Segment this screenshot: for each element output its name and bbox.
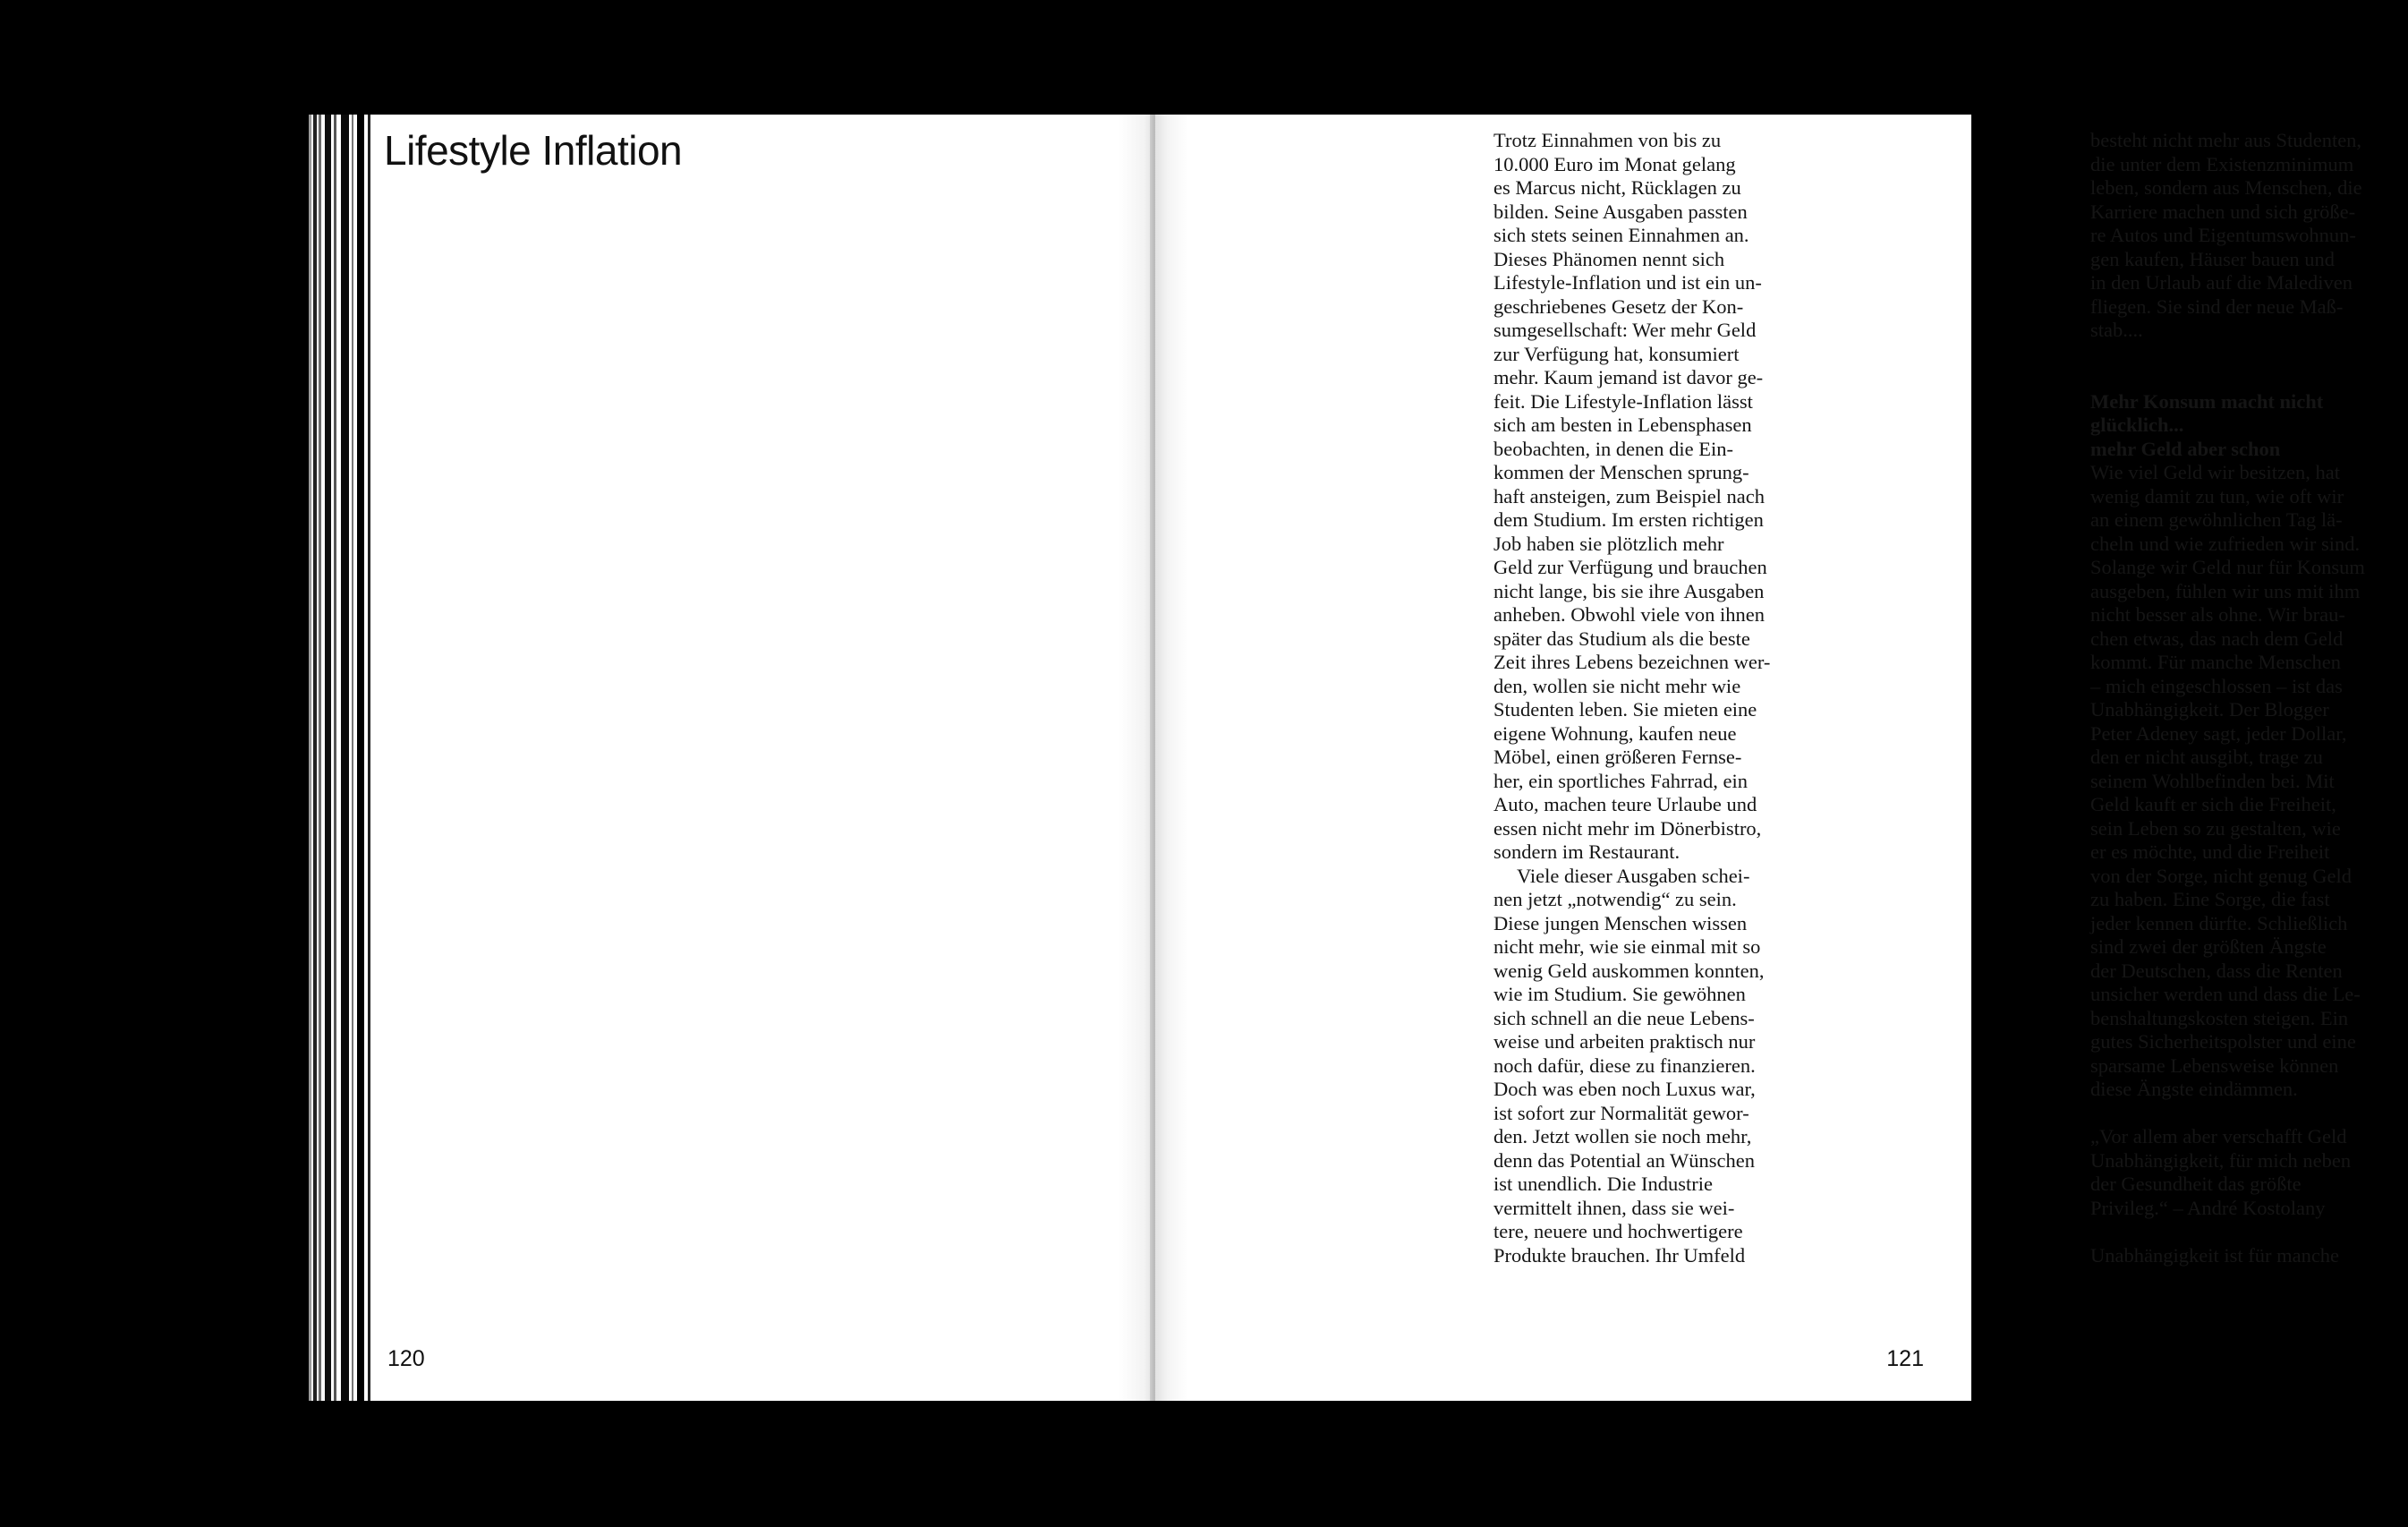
text-line: den er nicht ausgibt, trage zu [2090,746,2323,768]
text-line: nicht besser als ohne. Wir brau- [2090,603,2345,626]
subheading-line: glücklich... [2090,414,2184,436]
text-line: tere, neuere und hochwertigere [1493,1220,1743,1242]
text-line: Produkte brauchen. Ihr Umfeld [1493,1243,1746,1267]
text-line: Lifestyle-Inflation und ist ein un- [1493,271,1762,294]
text-line: vermittelt ihnen, dass sie wei- [1493,1196,1735,1219]
text-line: Geld zur Verfügung und brauchen [1493,556,1767,578]
text-line: Job haben sie plötzlich mehr [1493,532,1724,555]
text-line: feit. Die Lifestyle-Inflation lässt [1493,389,1753,413]
spacer [2090,1220,2408,1244]
text-line: sich stets seinen Einnahmen an. [1493,224,1749,246]
page-edge [325,115,331,1401]
text-line: nicht mehr, wie sie einmal mit so [1493,935,1761,958]
page-edge [313,115,317,1401]
quote [2090,1125,2408,1220]
text-line: nen jetzt „notwendig“ zu sein. [1493,888,1737,910]
text-line: Peter Adeney sagt, jeder Dollar, [2090,721,2347,745]
text-line: kommt. Für manche Menschen [2090,651,2341,673]
text-line: Karriere machen und sich größe- [2090,200,2356,223]
text-line: noch dafür, diese zu finanzieren. [1493,1054,1756,1077]
text-line: später das Studium als die beste [1493,627,1750,650]
text-line: Studenten leben. Sie mieten eine [1493,698,1757,721]
text-line: Unabhängigkeit, für mich neben [2090,1148,2352,1172]
text-line: der Gesundheit das größte [2090,1173,2302,1195]
paragraph [1493,865,1811,1268]
text-line: wenig damit zu tun, wie oft wir [2090,484,2344,508]
text-line: Doch was eben noch Luxus war, [1493,1078,1756,1100]
left-page [309,115,1153,1401]
text-line: „Vor allem aber verschafft Geld [2090,1125,2347,1147]
text-line: sich schnell an die neue Lebens- [1493,1006,1755,1029]
spacer [2090,1102,2408,1126]
text-line: gutes Sicherheitspolster und eine [2090,1030,2356,1053]
text-line: zu haben. Eine Sorge, die fast [2090,888,2330,910]
page-edge [309,115,311,1401]
text-line: geschriebenes Gesetz der Kon- [1493,294,1744,318]
paragraph [1493,129,1811,865]
subheading-line: mehr Geld aber schon [2090,437,2281,460]
text-line: Trotz Einnahmen von bis zu [1493,129,1722,151]
text-line: seinem Wohlbefinden bei. Mit [2090,769,2335,792]
page-edge [357,115,364,1401]
paragraph [2090,461,2408,1102]
text-line: Auto, machen teure Urlaube und [1493,793,1757,815]
text-line: Dieses Phänomen nennt sich [1493,247,1725,270]
text-line: an einem gewöhnlichen Tag lä- [2090,508,2343,531]
text-line: fliegen. Sie sind der neue Maß- [2090,294,2344,318]
text-line: anheben. Obwohl viele von ihnen [1493,603,1766,626]
text-line: re Autos und Eigentumswohnun- [2090,224,2356,246]
right-page [1155,115,2365,1401]
text-line: wie im Studium. Sie gewöhnen [1493,983,1746,1005]
text-line: jeder kennen dürfte. Schließlich [2090,911,2348,934]
text-line: von der Sorge, nicht genug Geld [2090,864,2353,887]
text-line: Geld kauft er sich die Freiheit, [2090,793,2336,815]
text-line: sich am besten in Lebensphasen [1493,414,1752,436]
page-edge [319,115,321,1401]
text-line: stab.... [2090,319,2143,341]
text-line: dem Studium. Im ersten richtigen [1493,508,1764,531]
text-line: 10.000 Euro im Monat gelang [1493,152,1736,175]
text-line: unsicher werden und dass die Le- [2090,983,2361,1005]
text-line: Unabhängigkeit. Der Blogger [2090,698,2329,721]
text-line: haft ansteigen, zum Beispiel nach [1493,484,1766,508]
book-spread [309,115,2365,1401]
text-line: ausgeben, fühlen wir uns mit ihm [2090,579,2361,602]
text-line: sind zwei der größten Ängste [2090,935,2327,958]
text-line: es Marcus nicht, Rücklagen zu [1493,176,1741,199]
text-line: wenig Geld auskommen konnten, [1493,959,1765,982]
text-line: eigene Wohnung, kaufen neue [1493,721,1737,745]
subheading-line: Mehr Konsum macht nicht [2090,389,2324,413]
text-line: Unabhängigkeit ist für manche [2090,1243,2340,1267]
text-line: Zeit ihres Lebens bezeichnen wer- [1493,651,1771,673]
text-column-1 [1493,129,1811,1267]
text-line: die unter dem Existenzminimum [2090,152,2354,175]
text-line: in den Urlaub auf die Malediven [2090,271,2353,294]
text-line: den, wollen sie nicht mehr wie [1493,674,1741,697]
text-line: sein Leben so zu gestalten, wie [2090,816,2341,840]
chapter-title: Lifestyle Inflation [384,127,683,174]
text-line: essen nicht mehr im Dönerbistro, [1493,816,1762,840]
text-line: Solange wir Geld nur für Konsum [2090,556,2365,578]
text-line: er es möchte, und die Freiheit [2090,840,2330,863]
text-line: Wie viel Geld wir besitzen, hat [2090,461,2340,483]
text-line: cheln und wie zufrieden wir sind. [2090,532,2361,555]
text-line: nicht lange, bis sie ihre Ausgaben [1493,579,1765,602]
text-line: denn das Potential an Wünschen [1493,1148,1756,1172]
text-column-2 [2090,129,2408,1267]
text-line: Diese jungen Menschen wissen [1493,911,1748,934]
text-line: gen kaufen, Häuser bauen und [2090,247,2336,270]
text-line: ist sofort zur Normalität gewor- [1493,1101,1749,1124]
text-line: bilden. Seine Ausgaben passten [1493,200,1748,223]
text-line: kommen der Menschen sprung- [1493,461,1749,483]
text-line: den. Jetzt wollen sie noch mehr, [1493,1125,1752,1147]
spacer [2090,343,2408,390]
page-edge [341,115,349,1401]
text-line: benshaltungskosten steigen. Ein [2090,1006,2349,1029]
text-line: leben, sondern aus Menschen, die [2090,176,2362,199]
page-edge [334,115,336,1401]
page-number-right: 121 [1886,1346,1924,1371]
text-line: chen etwas, das nach dem Geld [2090,627,2344,650]
text-line: besteht nicht mehr aus Studenten, [2090,129,2362,151]
text-line: diese Ängste eindämmen. [2090,1078,2298,1100]
text-line: Viele dieser Ausgaben schei- [1517,864,1750,887]
text-line: Privileg.“ – André Kostolany [2090,1196,2326,1219]
text-line: – mich eingeschlossen – ist das [2090,674,2343,697]
text-line: weise und arbeiten praktisch nur [1493,1030,1756,1053]
text-line: der Deutschen, dass die Renten [2090,959,2343,982]
text-line: Möbel, einen größeren Fernse- [1493,746,1742,768]
page-edge [352,115,353,1401]
page-edge [368,115,370,1401]
text-line: beobachten, in denen die Ein- [1493,437,1734,460]
text-line: zur Verfügung hat, konsumiert [1493,342,1740,365]
subheading [2090,390,2408,462]
text-line: sparsame Lebensweise können [2090,1054,2339,1077]
text-line: ist unendlich. Die Industrie [1493,1173,1713,1195]
paragraph [2090,129,2408,343]
text-line: her, ein sportliches Fahrrad, ein [1493,769,1749,792]
page-number-left: 120 [387,1346,425,1371]
text-line: mehr. Kaum jemand ist davor ge- [1493,366,1764,388]
text-line: sondern im Restaurant. [1493,840,1680,863]
page-edges [309,115,379,1401]
text-line: sumgesellschaft: Wer mehr Geld [1493,319,1757,341]
